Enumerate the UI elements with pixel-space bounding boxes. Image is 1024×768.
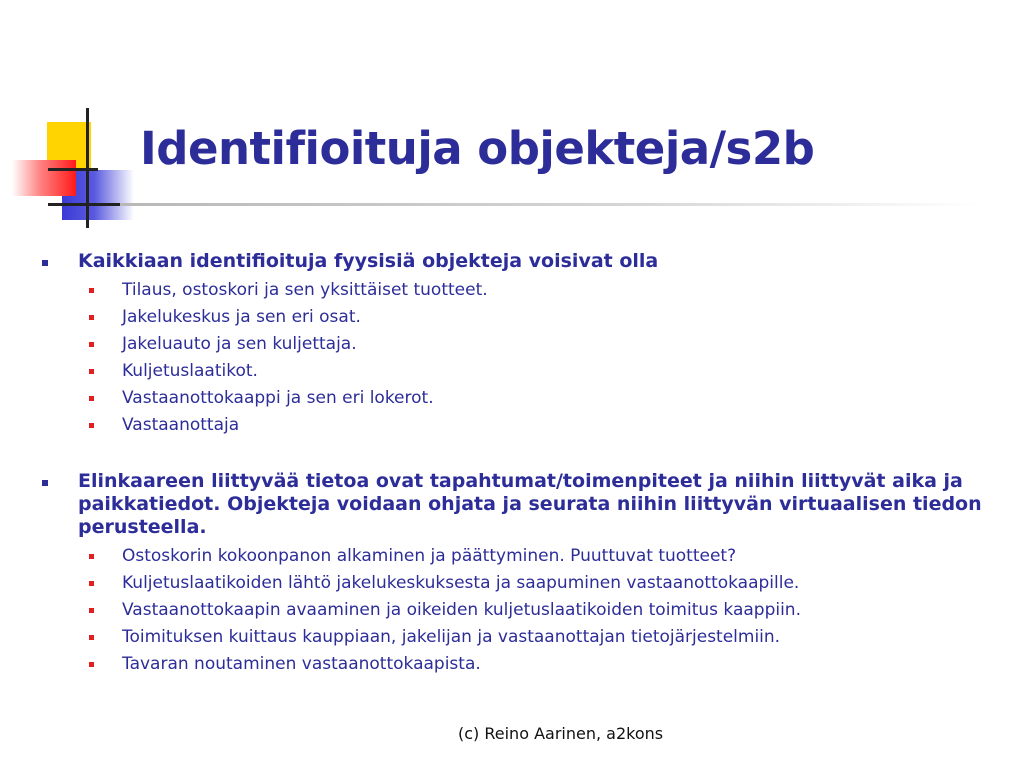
bullet-text: Tilaus, ostoskori ja sen yksittäiset tuotteet. xyxy=(122,280,488,300)
bullet-level2 xyxy=(40,597,1000,624)
bullet-level2 xyxy=(40,304,1000,331)
square-bullet-icon xyxy=(89,608,94,613)
sub-bullet-list xyxy=(40,543,1000,678)
bullet-level2 xyxy=(40,624,1000,651)
square-bullet-icon xyxy=(89,423,94,428)
bullet-level2 xyxy=(40,385,1000,412)
bullet-level2 xyxy=(40,412,1000,439)
slide-footer: (c) Reino Aarinen, a2kons xyxy=(458,724,664,743)
square-bullet-icon xyxy=(89,396,94,401)
bullet-level2 xyxy=(40,570,1000,597)
square-bullet-icon xyxy=(42,260,48,266)
bullet-text: Vastaanottokaappi ja sen eri lokerot. xyxy=(122,388,434,408)
sub-bullet-list xyxy=(40,277,1000,439)
square-bullet-icon xyxy=(89,315,94,320)
square-bullet-icon xyxy=(89,662,94,667)
bullet-text: Tavaran noutaminen vastaanottokaapista. xyxy=(122,654,481,674)
bullet-text: Jakelukeskus ja sen eri osat. xyxy=(122,307,361,327)
square-bullet-icon xyxy=(89,554,94,559)
square-bullet-icon xyxy=(89,635,94,640)
bullet-text: Ostoskorin kokoonpanon alkaminen ja päättyminen. Puuttuvat tuotteet? xyxy=(122,546,737,566)
horizontal-line xyxy=(48,168,98,171)
bullet-text: Kuljetuslaatikot. xyxy=(122,361,258,381)
square-bullet-icon xyxy=(89,288,94,293)
bullet-text: Elinkaareen liittyvää tietoa ovat tapahtumat/toimenpiteet ja niihin liittyvät aika ja paikkatiedot. Objekteja voidaan ohjata ja seurata niihin liittyvän virtuaalisen tiedon perusteella. xyxy=(78,470,982,538)
bullet-text: Jakeluauto ja sen kuljettaja. xyxy=(122,334,357,354)
bullet-level1 xyxy=(40,250,1000,273)
bullet-text: Vastaanottaja xyxy=(122,415,240,435)
bullet-level2 xyxy=(40,358,1000,385)
bullet-level2 xyxy=(40,651,1000,678)
slide-title: Identifioituja objekteja/s2b xyxy=(140,122,815,175)
red-square xyxy=(12,160,76,196)
bullet-text: Kaikkiaan identifioituja fyysisiä objekteja voisivat olla xyxy=(78,250,659,272)
bullet-level2 xyxy=(40,331,1000,358)
bullet-level1 xyxy=(40,470,1000,539)
bullet-text: Vastaanottokaapin avaaminen ja oikeiden kuljetuslaatikoiden toimitus kaappiin. xyxy=(122,600,801,620)
square-bullet-icon xyxy=(89,581,94,586)
square-bullet-icon xyxy=(89,369,94,374)
square-bullet-icon xyxy=(89,342,94,347)
bullet-text: Kuljetuslaatikoiden lähtö jakelukeskuksesta ja saapuminen vastaanottokaapille. xyxy=(122,573,800,593)
bullet-level2 xyxy=(40,543,1000,570)
slide-content xyxy=(40,250,1000,678)
bullet-level2 xyxy=(40,277,1000,304)
title-underline xyxy=(120,203,980,206)
bullet-text: Toimituksen kuittaus kauppiaan, jakelijan ja vastaanottajan tietojärjestelmiin. xyxy=(122,627,781,647)
square-bullet-icon xyxy=(42,480,48,486)
